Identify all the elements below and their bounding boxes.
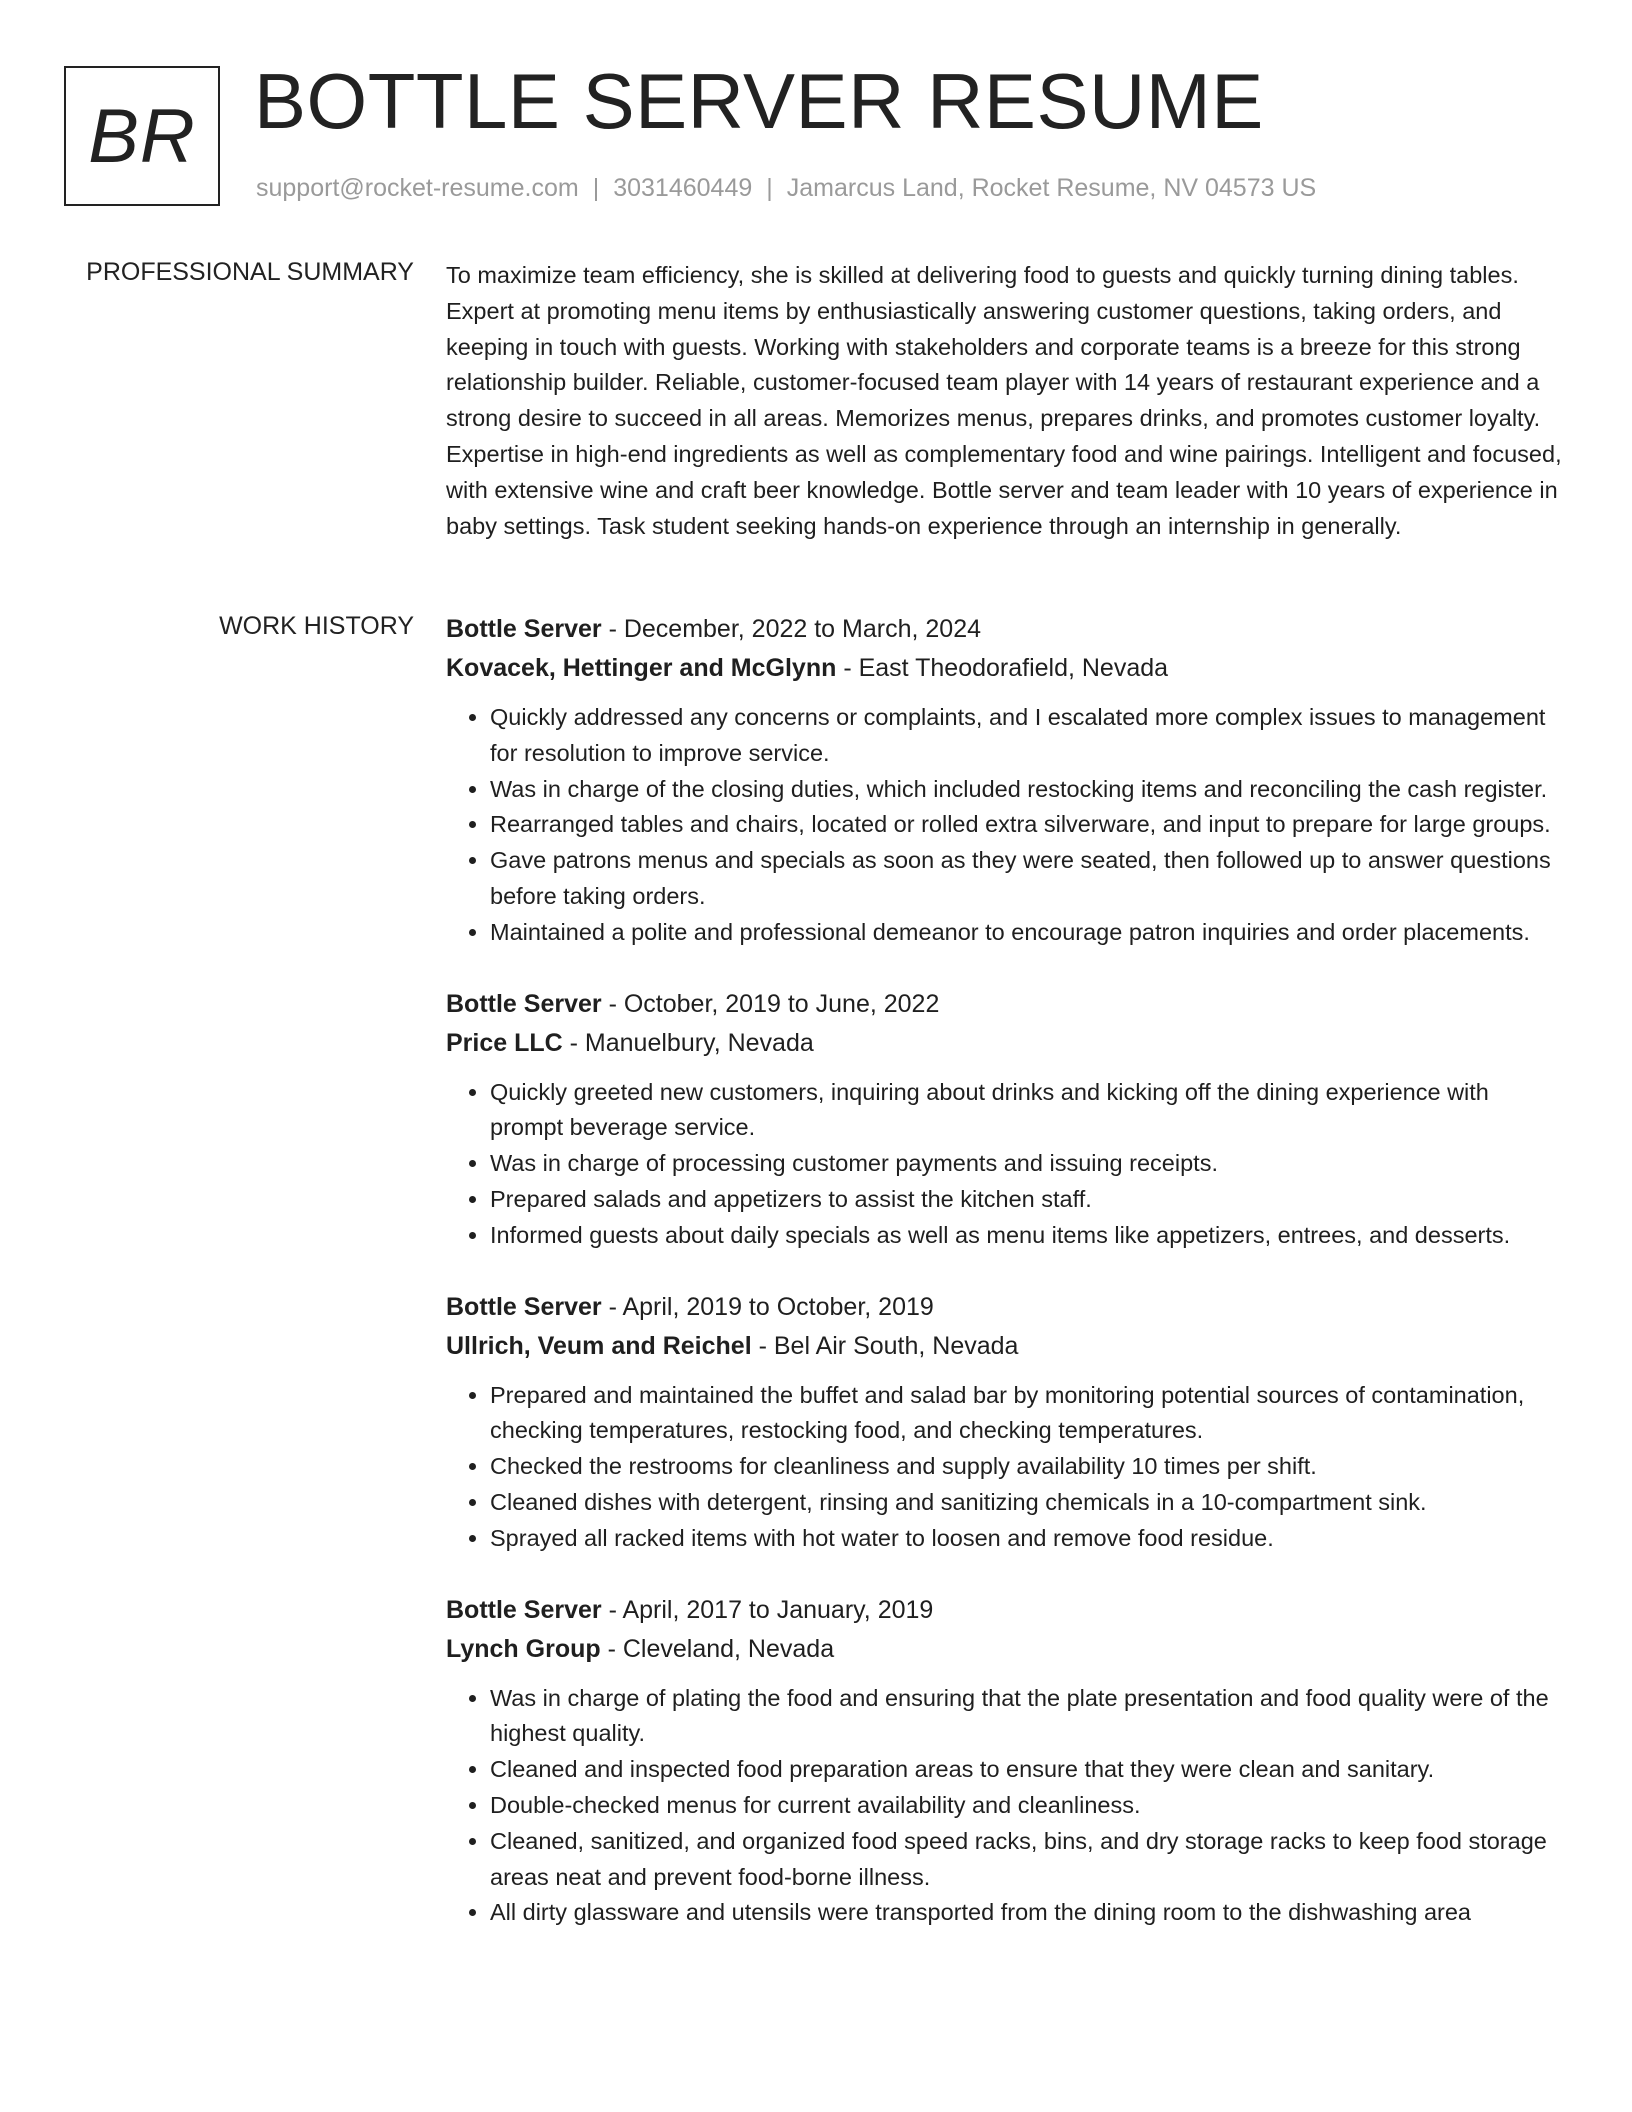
job-entry (446, 985, 1562, 1254)
contact-address: Jamarcus Land, Rocket Resume, NV 04573 US (786, 174, 1317, 202)
job-bullet-list (446, 700, 1562, 951)
job-bullet: • Cleaned, sanitized, and organized food speed racks, bins, and dry storage racks to keep food storage areas neat and prevent food-borne illness. (490, 1824, 1562, 1896)
job-bullet-list (446, 1378, 1562, 1557)
job-company: Ullrich, Veum and Reichel (446, 1331, 752, 1360)
job-bullet: • Cleaned and inspected food preparation areas to ensure that they were clean and sanitary. (490, 1752, 1562, 1788)
job-bullet: • Was in charge of plating the food and ensuring that the plate presentation and food quality were of the highest quality. (490, 1681, 1562, 1753)
job-bullet: • Was in charge of the closing duties, which included restocking items and reconciling the cash register. (490, 772, 1562, 808)
job-bullet: • Quickly greeted new customers, inquiring about drinks and kicking off the dining experience with prompt beverage service. (490, 1075, 1562, 1147)
job-dates: - April, 2017 to January, 2019 (601, 1595, 934, 1624)
job-title: Bottle Server (446, 1595, 602, 1624)
job-company: Lynch Group (446, 1634, 601, 1663)
job-location: - Bel Air South, Nevada (751, 1331, 1019, 1360)
job-company-line (446, 1024, 1562, 1063)
job-bullet: • Quickly addressed any concerns or complaints, and I escalated more complex issues to management for resolution to improve service. (490, 700, 1562, 772)
job-bullet: • Gave patrons menus and specials as soon as they were seated, then followed up to answer questions before taking orders. (490, 843, 1562, 915)
job-location: - Cleveland, Nevada (600, 1634, 835, 1663)
job-title: Bottle Server (446, 989, 602, 1018)
job-location: - East Theodorafield, Nevada (836, 654, 1169, 682)
job-dates: - April, 2019 to October, 2019 (601, 1292, 934, 1321)
job-company-line (446, 1327, 1562, 1366)
job-company-line (446, 1630, 1562, 1669)
job-bullet-list (446, 1075, 1562, 1254)
job-entry (446, 1288, 1562, 1557)
job-bullet: • Sprayed all racked items with hot water to loosen and remove food residue. (490, 1521, 1562, 1557)
contact-phone: 3031460449 (613, 174, 753, 202)
job-company: Kovacek, Hettinger and McGlynn (446, 654, 837, 682)
job-company-line (446, 649, 1562, 688)
job-entry (446, 1591, 1562, 1932)
page-title: BOTTLE SERVER RESUME (254, 57, 1264, 145)
job-bullet: • Informed guests about daily specials as well as menu items like appetizers, entrees, and desserts. (490, 1218, 1562, 1254)
contact-line (256, 174, 1316, 203)
job-title-line (446, 1288, 1562, 1327)
job-bullet: • Double-checked menus for current availability and cleanliness. (490, 1788, 1562, 1824)
summary-section-label: PROFESSIONAL SUMMARY (86, 258, 414, 286)
contact-separator: | (592, 174, 600, 202)
job-bullet: • Cleaned dishes with detergent, rinsing and sanitizing chemicals in a 10-compartment sink. (490, 1485, 1562, 1521)
monogram-logo: BR (64, 66, 220, 206)
summary-section (446, 258, 1562, 544)
job-bullet: • Prepared salads and appetizers to assist the kitchen staff. (490, 1182, 1562, 1218)
job-title-line (446, 985, 1562, 1024)
job-bullet: • Rearranged tables and chairs, located or rolled extra silverware, and input to prepare for large groups. (490, 807, 1562, 843)
job-bullet: • Checked the restrooms for cleanliness and supply availability 10 times per shift. (490, 1449, 1562, 1485)
job-location: - Manuelbury, Nevada (562, 1028, 814, 1057)
contact-email: support@rocket-resume.com (256, 174, 579, 202)
job-bullet: • Maintained a polite and professional demeanor to encourage patron inquiries and order placements. (490, 915, 1562, 951)
job-bullet: • All dirty glassware and utensils were transported from the dining room to the dishwashing area (490, 1895, 1562, 1931)
job-title: Bottle Server (446, 1292, 602, 1321)
job-title-line (446, 610, 1562, 649)
work-history-section (446, 610, 1562, 1965)
work-history-section-label: WORK HISTORY (219, 612, 414, 640)
contact-separator: | (766, 174, 773, 202)
job-dates: - October, 2019 to June, 2022 (601, 989, 940, 1018)
job-dates: - December, 2022 to March, 2024 (601, 615, 981, 643)
job-title-line (446, 1591, 1562, 1630)
job-entry (446, 610, 1562, 951)
summary-text: To maximize team efficiency, she is skilled at delivering food to guests and quickly turning dining tables. Expert at promoting menu items by enthusiastically answering customer questions, taking orders, and keeping in touch with guests. Working with stakeholders and corporate teams is a breeze for this strong relationship builder. Reliable, customer-focused team player with 14 years of restaurant experience and a strong desire to succeed in all areas. Memorizes menus, prepares drinks, and promotes customer loyalty. Expertise in high-end ingredients as well as complementary food and wine pairings. Intelligent and focused, with extensive wine and craft beer knowledge. Bottle server and team leader with 10 years of experience in baby settings. Task student seeking hands-on experience through an internship in generally. (446, 262, 1562, 539)
job-bullet: • Prepared and maintained the buffet and salad bar by monitoring potential sources of contamination, checking temperatures, restocking food, and checking temperatures. (490, 1378, 1562, 1450)
job-company: Price LLC (446, 1028, 563, 1057)
job-bullet-list (446, 1681, 1562, 1932)
job-bullet: • Was in charge of processing customer payments and issuing receipts. (490, 1146, 1562, 1182)
job-title: Bottle Server (446, 615, 602, 643)
